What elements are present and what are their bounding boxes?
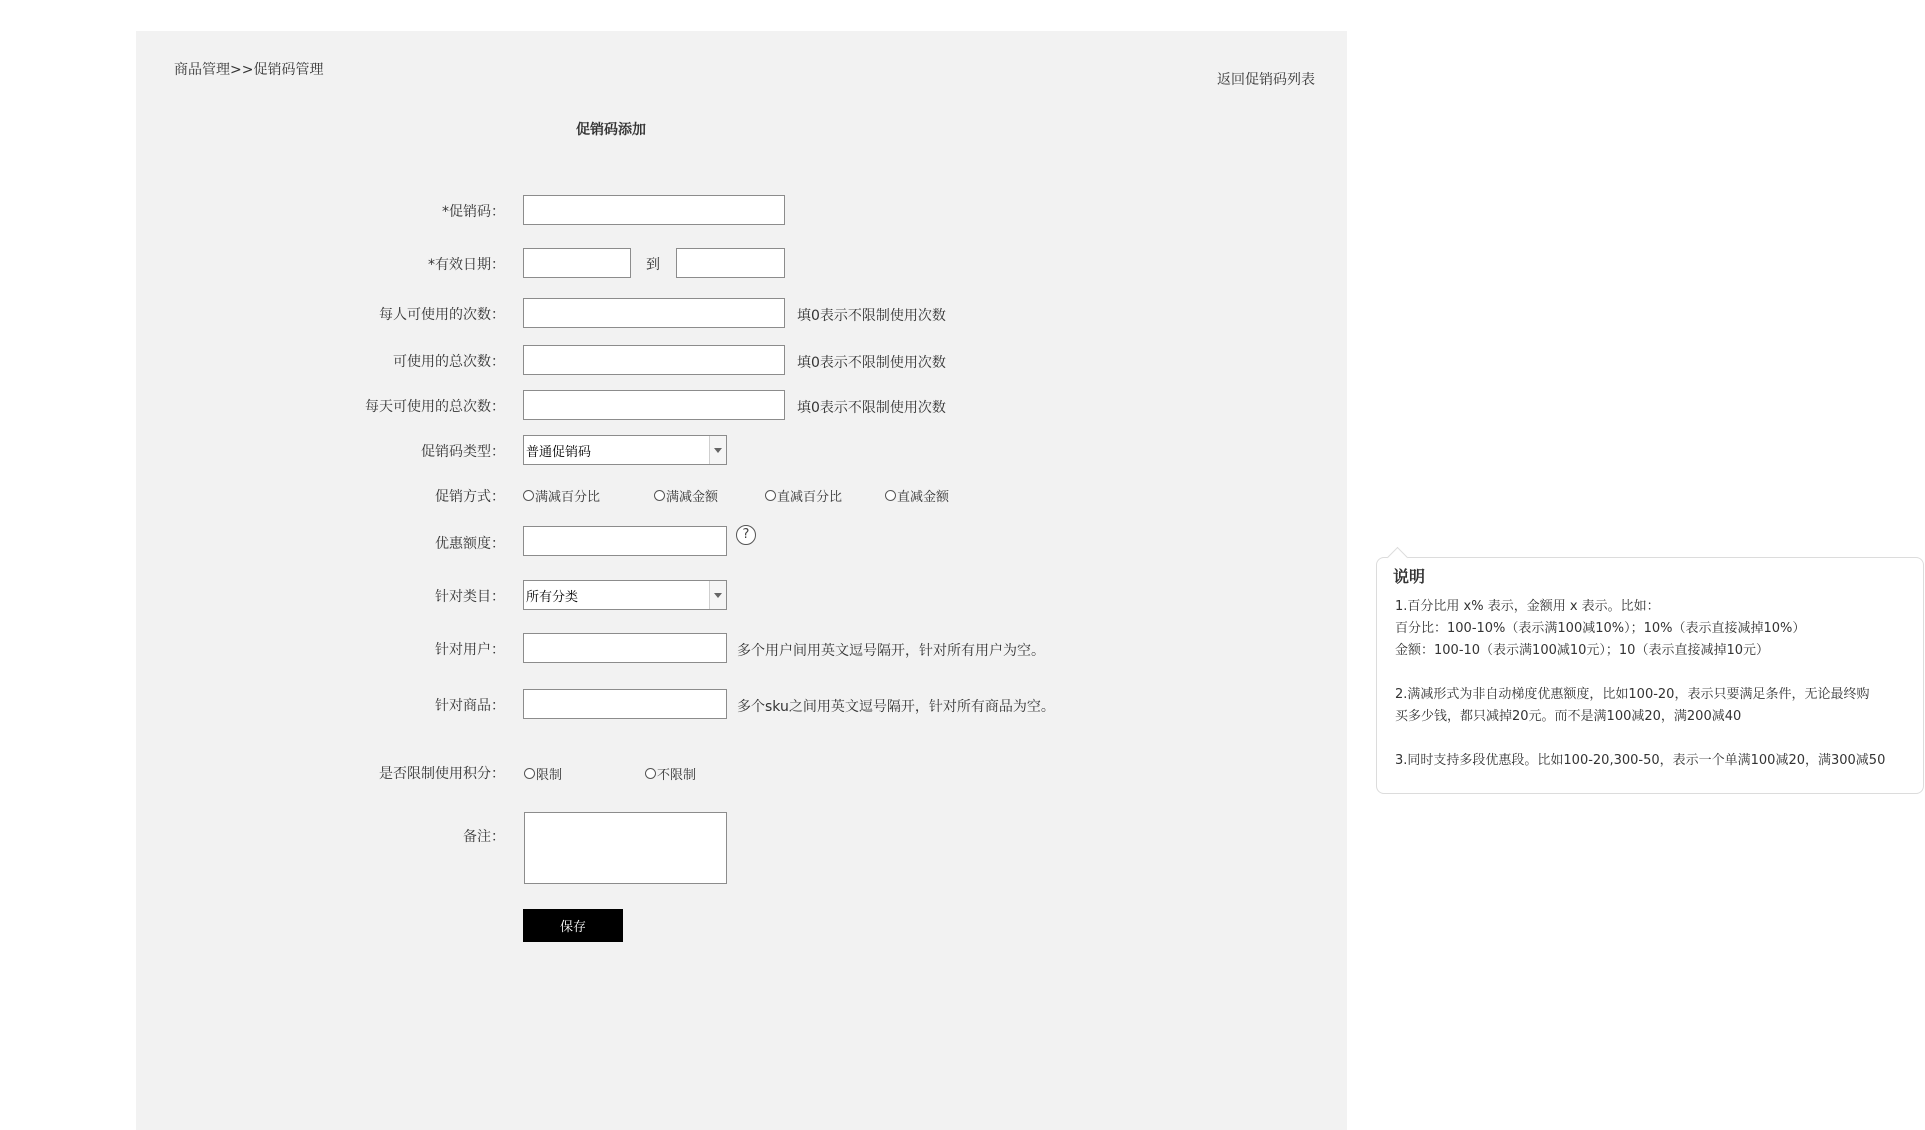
date-separator: 到 — [646, 257, 660, 273]
start-date-input[interactable] — [523, 248, 631, 278]
target-users-hint: 多个用户间用英文逗号隔开，针对所有用户为空。 — [737, 643, 1045, 659]
points-option-label: 不限制 — [657, 768, 697, 783]
help-icon[interactable]: ? — [736, 525, 756, 545]
total-uses-label: 可使用的总次数： — [393, 354, 505, 370]
target-category-label: 针对类目： — [435, 589, 505, 605]
remark-label: 备注： — [463, 829, 505, 845]
discount-amount-label: 优惠额度： — [435, 536, 505, 552]
chevron-down-icon — [709, 436, 726, 464]
save-button[interactable]: 保存 — [523, 909, 623, 942]
note-title: 说明 — [1393, 567, 1426, 586]
promo-code-input[interactable] — [523, 195, 785, 225]
target-products-hint: 多个sku之间用英文逗号隔开，针对所有商品为空。 — [737, 699, 1055, 715]
target-category-select[interactable] — [523, 580, 727, 610]
validity-date-label: *有效日期： — [428, 257, 505, 273]
breadcrumb: 商品管理>>促销码管理 — [174, 62, 324, 78]
promo-method-label: 促销方式： — [435, 489, 505, 505]
points-radio-unrestricted[interactable] — [645, 764, 696, 783]
radio-circle-icon — [765, 490, 776, 501]
note-line: 1.百分比用 x% 表示，金额用 x 表示。比如： — [1395, 599, 1660, 614]
points-radio-restrict[interactable] — [524, 764, 562, 783]
method-radio-amount-threshold[interactable] — [654, 486, 718, 505]
radio-circle-icon — [524, 768, 535, 779]
radio-circle-icon — [885, 490, 896, 501]
daily-uses-hint: 填0表示不限制使用次数 — [797, 400, 946, 416]
target-products-input[interactable] — [523, 689, 727, 719]
promo-type-select[interactable] — [523, 435, 727, 465]
method-radio-amount-direct[interactable] — [885, 486, 949, 505]
method-option-label: 直减百分比 — [777, 490, 843, 505]
daily-uses-label: 每天可使用的总次数： — [365, 399, 505, 415]
radio-circle-icon — [523, 490, 534, 501]
method-option-label: 满减金额 — [666, 490, 719, 505]
target-users-input[interactable] — [523, 633, 727, 663]
note-line: 2.满减形式为非自动梯度优惠额度，比如100-20，表示只要满足条件，无论最终购 — [1395, 687, 1870, 702]
method-radio-percent-direct[interactable] — [765, 486, 842, 505]
per-user-uses-input[interactable] — [523, 298, 785, 328]
target-users-label: 针对用户： — [435, 642, 505, 658]
note-line: 买多少钱，都只减掉20元。而不是满100减20，满200减40 — [1395, 709, 1742, 724]
total-uses-input[interactable] — [523, 345, 785, 375]
page-title: 促销码添加 — [576, 122, 646, 138]
target-products-label: 针对商品： — [435, 698, 505, 714]
method-option-label: 直减金额 — [897, 490, 950, 505]
promo-type-value: 普通促销码 — [526, 445, 592, 460]
back-to-list-link[interactable]: 返回促销码列表 — [1217, 72, 1315, 88]
points-restriction-label: 是否限制使用积分： — [379, 766, 505, 782]
points-option-label: 限制 — [536, 768, 563, 783]
note-line: 金额：100-10（表示满100减10元）；10（表示直接减掉10元） — [1395, 643, 1769, 658]
daily-uses-input[interactable] — [523, 390, 785, 420]
chevron-down-icon — [709, 581, 726, 609]
discount-amount-input[interactable] — [523, 526, 727, 556]
remark-textarea[interactable] — [524, 812, 727, 884]
promo-code-label: *促销码： — [442, 204, 505, 220]
end-date-input[interactable] — [676, 248, 785, 278]
promo-type-label: 促销码类型： — [421, 444, 505, 460]
method-option-label: 满减百分比 — [535, 490, 601, 505]
target-category-value: 所有分类 — [526, 590, 579, 605]
radio-circle-icon — [654, 490, 665, 501]
radio-circle-icon — [645, 768, 656, 779]
method-radio-percent-threshold[interactable] — [523, 486, 600, 505]
main-panel — [136, 31, 1347, 1130]
total-uses-hint: 填0表示不限制使用次数 — [797, 355, 946, 371]
per-user-uses-hint: 填0表示不限制使用次数 — [797, 308, 946, 324]
note-line: 3.同时支持多段优惠段。比如100-20,300-50，表示一个单满100减20，满300减50 — [1395, 753, 1886, 768]
per-user-uses-label: 每人可使用的次数： — [379, 307, 505, 323]
explanation-note — [1376, 557, 1924, 794]
note-line: 百分比：100-10%（表示满100减10%）；10%（表示直接减掉10%） — [1395, 621, 1806, 636]
